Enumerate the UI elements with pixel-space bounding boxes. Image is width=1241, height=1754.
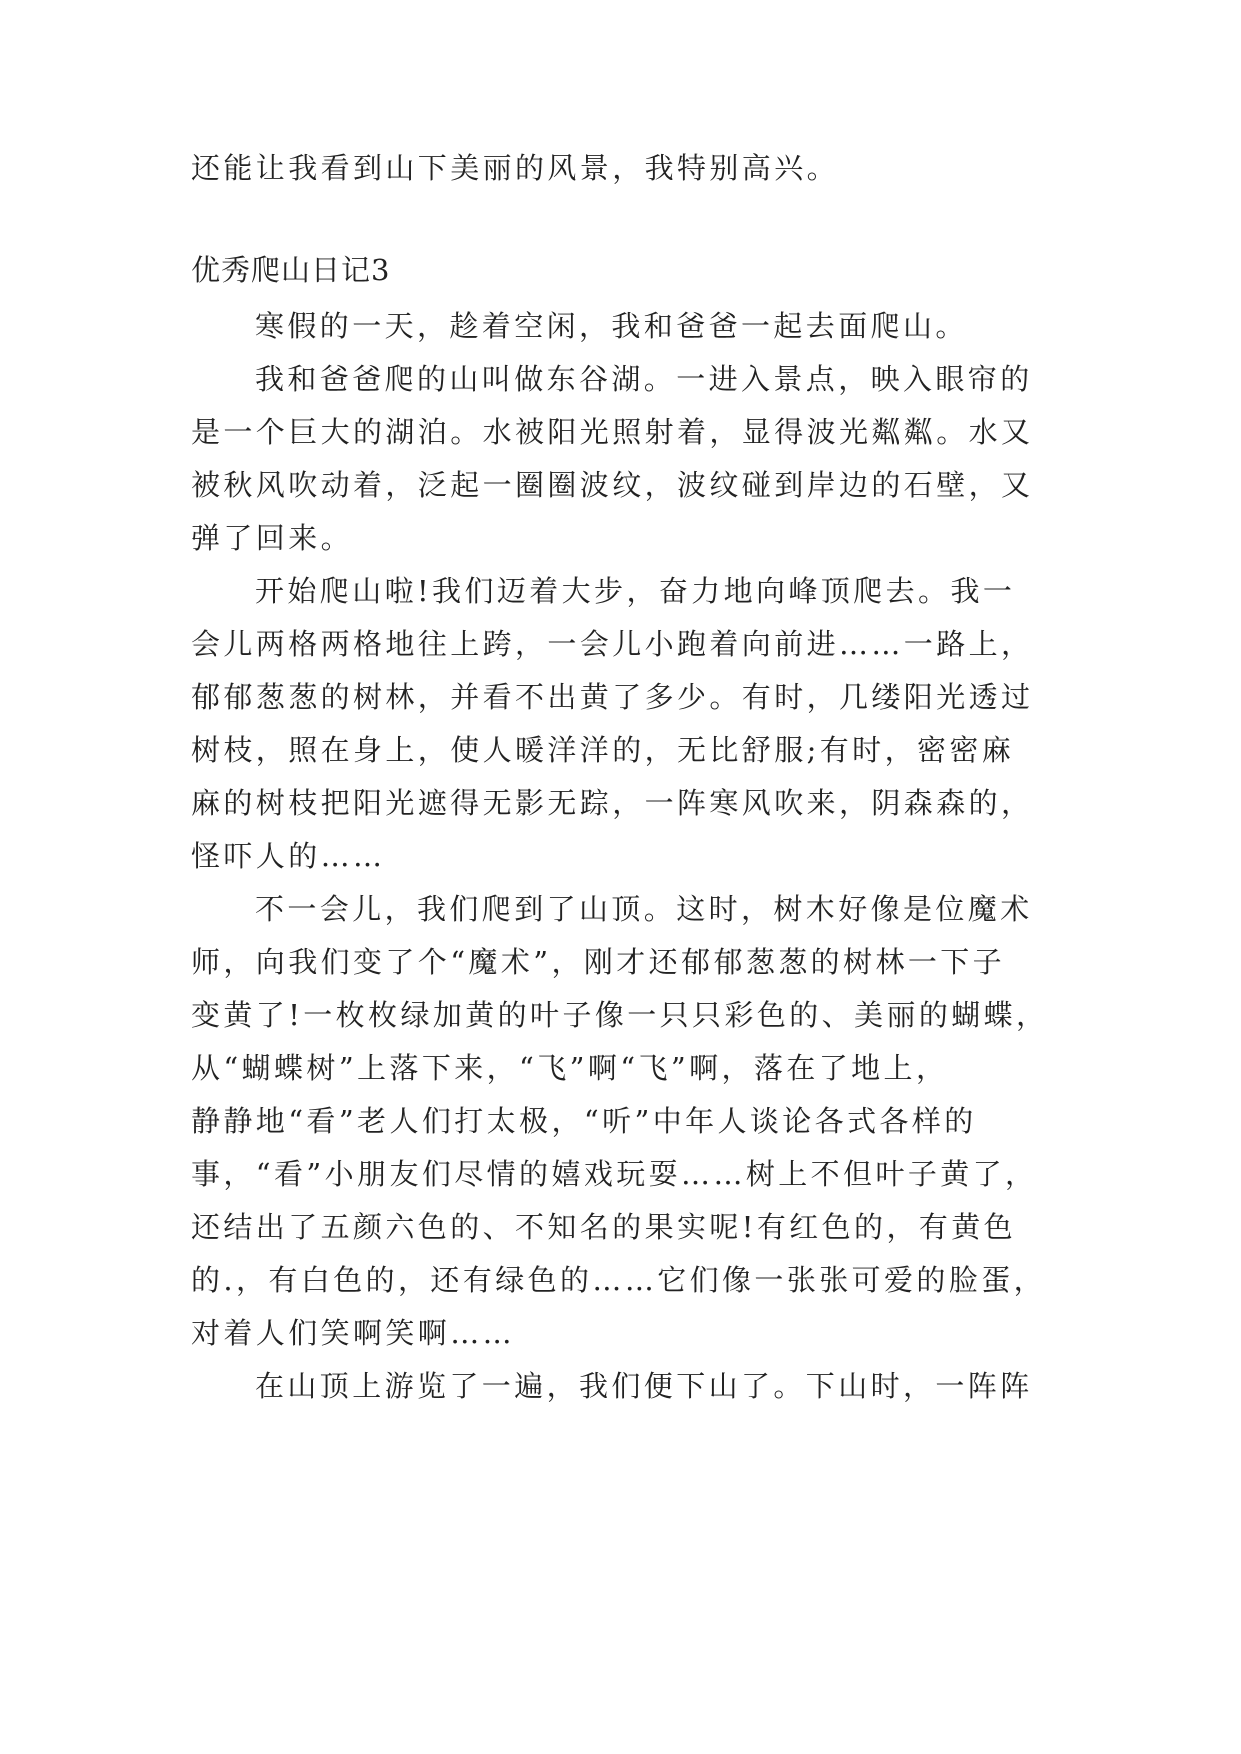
paragraph-4-line-4: 从“蝴蝶树”上落下来，“飞”啊“飞”啊，落在了地上， [191,1051,949,1085]
paragraph-2-line-2: 是一个巨大的湖泊。水被阳光照射着，显得波光粼粼。水又 [191,415,1034,449]
paragraph-4-line-8: 的.，有白色的，还有绿色的……它们像一张张可爱的脸蛋， [191,1263,1047,1297]
paragraph-4-line-2: 师，向我们变了个“魔术”，刚才还郁郁葱葱的树林一下子 [191,945,1006,979]
paragraph-4-line-9: 对着人们笑啊笑啊…… [191,1316,516,1350]
section-title: 优秀爬山日记3 [191,253,391,287]
paragraph-4-line-6: 事，“看”小朋友们尽情的嬉戏玩耍……树上不但叶子黄了， [191,1157,1038,1191]
paragraph-2-line-4: 弹了回来。 [191,521,354,555]
paragraph-3-line-6: 怪吓人的…… [191,839,386,873]
paragraph-2-line-1: 我和爸爸爬的山叫做东谷湖。一进入景点，映入眼帘的 [255,362,1033,396]
paragraph-3-line-2: 会儿两格两格地往上跨，一会儿小跑着向前进……一路上， [191,627,1034,661]
paragraph-3-line-1: 开始爬山啦!我们迈着大步，奋力地向峰顶爬去。我一 [255,574,1016,608]
paragraph-5-line-1: 在山顶上游览了一遍，我们便下山了。下山时，一阵阵 [255,1369,1033,1403]
paragraph-2-line-3: 被秋风吹动着，泛起一圈圈波纹，波纹碰到岸边的石壁，又 [191,468,1034,502]
paragraph-4-line-3: 变黄了!一枚枚绿加黄的叶子像一只只彩色的、美丽的蝴蝶， [191,998,1049,1032]
paragraph-3-line-4: 树枝，照在身上，使人暖洋洋的，无比舒服;有时，密密麻 [191,733,1015,767]
paragraph-4-line-5: 静静地“看”老人们打太极，“听”中年人谈论各式各样的 [191,1104,977,1138]
paragraph-3-line-5: 麻的树枝把阳光遮得无影无踪，一阵寒风吹来，阴森森的， [191,786,1034,820]
paragraph-1-line-1: 寒假的一天，趁着空闲，我和爸爸一起去面爬山。 [255,309,968,343]
continuation-line: 还能让我看到山下美丽的风景，我特别高兴。 [191,151,840,185]
paragraph-3-line-3: 郁郁葱葱的树林，并看不出黄了多少。有时，几缕阳光透过 [191,680,1034,714]
paragraph-4-line-1: 不一会儿，我们爬到了山顶。这时，树木好像是位魔术 [255,892,1033,926]
paragraph-4-line-7: 还结出了五颜六色的、不知名的果实呢!有红色的，有黄色 [191,1210,1017,1244]
